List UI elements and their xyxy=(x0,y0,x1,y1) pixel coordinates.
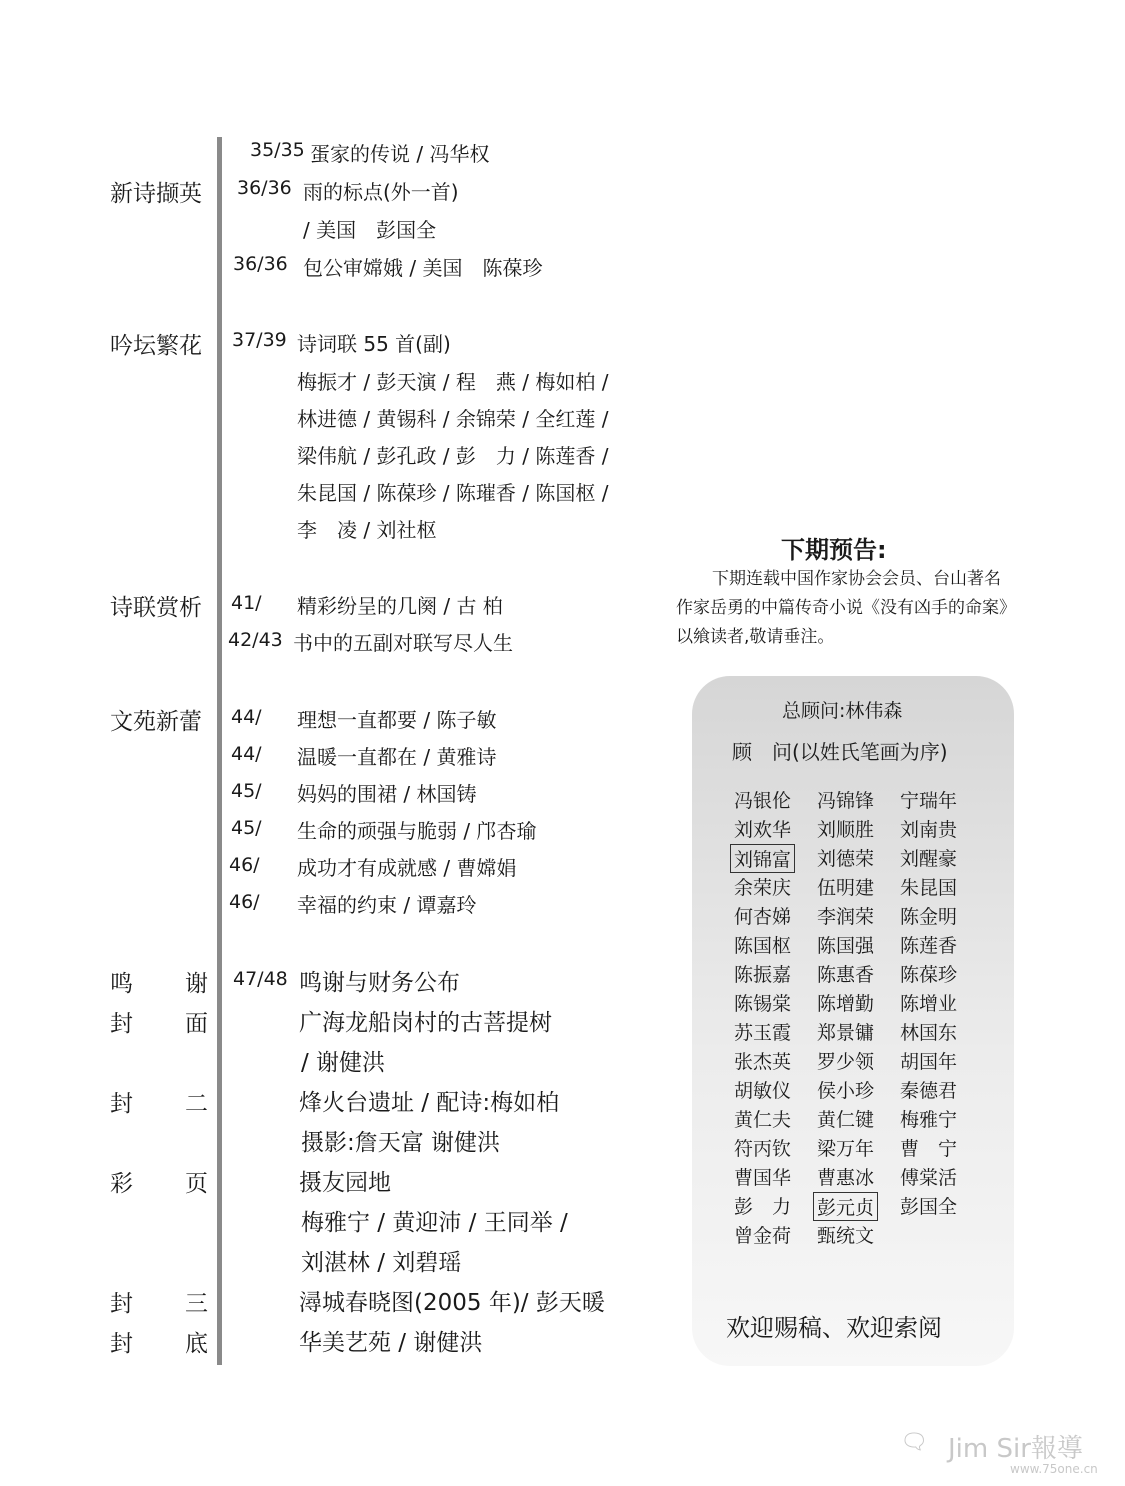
toc-entry-author: / 美国 彭国全 xyxy=(303,218,437,242)
toc-entry-title: 蛋家的传说 / 冯华权 xyxy=(310,142,490,166)
toc-entry-title: 温暖一直都在 / 黄雅诗 xyxy=(297,745,497,769)
advisor-name: 林国东 xyxy=(900,1022,958,1044)
section-char: 二 xyxy=(185,1091,208,1117)
section-char: 面 xyxy=(185,1011,208,1037)
advisor-name: 余荣庆 xyxy=(734,877,792,899)
toc-entry-author: / 谢健洪 xyxy=(301,1050,386,1076)
toc-entry-title: 包公审嫦娥 / 美国 陈葆珍 xyxy=(303,256,543,280)
section-mingxie xyxy=(110,965,208,998)
advisor-name: 秦德君 xyxy=(900,1080,958,1102)
toc-entry-title: 书中的五副对联写尽人生 xyxy=(293,631,513,655)
section-wenyuan: 文苑新蕾 xyxy=(110,709,202,735)
section-yintan: 吟坛繁花 xyxy=(110,333,202,359)
advisor-name: 曹 宁 xyxy=(900,1138,958,1160)
advisor-name: 刘顺胜 xyxy=(817,819,875,841)
toc-author-line: 朱昆国 / 陈葆珍 / 陈璀香 / 陈国枢 / xyxy=(297,481,609,505)
section-char: 彩 xyxy=(110,1171,133,1197)
advisor-name: 刘德荣 xyxy=(817,848,875,870)
section-char: 谢 xyxy=(185,971,208,997)
wechat-icon: 🗨 xyxy=(900,1430,928,1455)
toc-entry-num: 35/35 xyxy=(250,139,305,161)
advisor-name: 侯小珍 xyxy=(817,1080,875,1102)
advisor-name: 傅棠活 xyxy=(900,1167,958,1189)
toc-entry-num: 47/48 xyxy=(233,968,288,990)
advisor-name: 陈葆珍 xyxy=(900,964,958,986)
section-fenger xyxy=(110,1085,208,1118)
advisor-name: 彭国全 xyxy=(900,1196,958,1218)
toc-entry-title: 雨的标点(外一首) xyxy=(303,180,459,204)
advisor-name: 符丙钦 xyxy=(734,1138,792,1160)
advisor-name: 刘欢华 xyxy=(734,819,792,841)
section-char: 底 xyxy=(185,1331,208,1357)
toc-author-line: 李 凌 / 刘社枢 xyxy=(297,518,437,542)
section-char: 页 xyxy=(185,1171,208,1197)
advisor-name: 彭 力 xyxy=(734,1196,792,1218)
advisor-name: 曹国华 xyxy=(734,1167,792,1189)
toc-entry-num: 37/39 xyxy=(232,329,287,351)
advisor-name: 刘南贵 xyxy=(900,819,958,841)
advisor-name: 梁万年 xyxy=(817,1138,875,1160)
advisor-name: 朱昆国 xyxy=(900,877,958,899)
toc-entry-title: 成功才有成就感 / 曹嫦娟 xyxy=(297,856,517,880)
toc-entry-num: 46/ xyxy=(229,891,260,913)
advisor-name: 苏玉霞 xyxy=(734,1022,792,1044)
toc-entry-author: 摄影:詹天富 谢健洪 xyxy=(301,1130,501,1156)
advisor-name: 李润荣 xyxy=(817,906,875,928)
advisor-name: 黄仁键 xyxy=(817,1109,875,1131)
advisor-name: 陈莲香 xyxy=(900,935,958,957)
advisor-name: 彭元贞 xyxy=(813,1192,878,1221)
advisor-name: 陈惠香 xyxy=(817,964,875,986)
advisor-name: 伍明建 xyxy=(817,877,875,899)
section-char: 封 xyxy=(110,1291,133,1317)
section-char: 封 xyxy=(110,1331,133,1357)
toc-entry-num: 44/ xyxy=(231,706,262,728)
toc-entry-title: 摄友园地 xyxy=(299,1170,391,1196)
advisor-name: 何杏娣 xyxy=(734,906,792,928)
section-char: 封 xyxy=(110,1011,133,1037)
toc-entry-title: 理想一直都要 / 陈子敏 xyxy=(297,708,497,732)
advisor-name: 冯锦锋 xyxy=(817,790,875,812)
section-caiye xyxy=(110,1165,208,1198)
welcome-slogan: 欢迎赐稿、欢迎索阅 xyxy=(726,1314,942,1342)
advisors-board xyxy=(692,676,1014,1366)
preview-text: 下期连载中国作家协会会员、台山著名作家岳勇的中篇传奇小说《没有凶手的命案》以飨读者,敬请垂注。 xyxy=(676,569,1016,647)
advisors-heading: 顾 问(以姓氏笔画为序) xyxy=(732,740,948,764)
toc-entry-num: 41/ xyxy=(231,592,262,614)
toc-entry-title: 幸福的约束 / 谭嘉玲 xyxy=(297,893,477,917)
advisor-name: 陈增业 xyxy=(900,993,958,1015)
toc-entry-title: 烽火台遗址 / 配诗:梅如柏 xyxy=(299,1090,560,1116)
toc-entry-title: 潯城春晓图(2005 年)/ 彭天暖 xyxy=(299,1290,605,1316)
advisor-name: 曾金荷 xyxy=(734,1225,792,1247)
toc-entry-num: 36/36 xyxy=(233,253,288,275)
section-fengdi xyxy=(110,1325,208,1358)
toc-entry-title: 精彩纷呈的几阕 / 古 柏 xyxy=(297,594,503,618)
advisor-name: 郑景镛 xyxy=(817,1022,875,1044)
toc-entry-num: 45/ xyxy=(231,817,262,839)
toc-author-line: 刘湛林 / 刘碧瑶 xyxy=(301,1250,462,1276)
toc-author-line: 梅振才 / 彭天演 / 程 燕 / 梅如柏 / xyxy=(297,370,609,394)
section-char: 鸣 xyxy=(110,971,133,997)
advisor-name: 冯银伦 xyxy=(734,790,792,812)
advisor-name: 刘醒豪 xyxy=(900,848,958,870)
preview-title: 下期预告: xyxy=(781,536,887,564)
toc-author-line: 林进德 / 黄锡科 / 余锦荣 / 全红莲 / xyxy=(297,407,609,431)
section-shilian: 诗联赏析 xyxy=(110,595,202,621)
section-new-poetry: 新诗撷英 xyxy=(110,181,202,207)
toc-entry-num: 46/ xyxy=(229,854,260,876)
watermark-account: Jim Sir報導 xyxy=(948,1434,1083,1464)
toc-entry-num: 45/ xyxy=(231,780,262,802)
section-char: 封 xyxy=(110,1091,133,1117)
advisor-name: 胡敏仪 xyxy=(734,1080,792,1102)
advisor-name: 陈增勤 xyxy=(817,993,875,1015)
advisor-name: 陈国强 xyxy=(817,935,875,957)
section-char: 三 xyxy=(185,1291,208,1317)
toc-entry-title: 华美艺苑 / 谢健洪 xyxy=(299,1330,483,1356)
toc-entry-title: 诗词联 55 首(副) xyxy=(297,332,451,356)
advisor-name: 罗少领 xyxy=(817,1051,875,1073)
toc-entry-num: 36/36 xyxy=(237,177,292,199)
section-fengsan xyxy=(110,1285,208,1318)
advisor-name: 梅雅宁 xyxy=(900,1109,958,1131)
advisor-name: 宁瑞年 xyxy=(900,790,958,812)
toc-author-line: 梁伟航 / 彭孔政 / 彭 力 / 陈莲香 / xyxy=(297,444,609,468)
toc-entry-title: 鸣谢与财务公布 xyxy=(299,970,460,996)
advisor-name: 陈国枢 xyxy=(734,935,792,957)
advisor-name: 胡国年 xyxy=(900,1051,958,1073)
watermark-site: www.75one.cn xyxy=(1010,1462,1098,1476)
advisor-name: 刘锦富 xyxy=(730,844,795,873)
advisor-name: 陈金明 xyxy=(900,906,958,928)
toc-entry-num: 44/ xyxy=(231,743,262,765)
chief-advisor: 总顾问:林伟森 xyxy=(782,700,903,722)
advisor-name: 张杰英 xyxy=(734,1051,792,1073)
section-fengmian xyxy=(110,1005,208,1038)
toc-entry-title: 妈妈的围裙 / 林国铸 xyxy=(297,782,477,806)
toc-entry-title: 生命的顽强与脆弱 / 邝杏瑜 xyxy=(297,819,537,843)
toc-entry-num: 42/43 xyxy=(228,629,283,651)
advisor-name: 陈振嘉 xyxy=(734,964,792,986)
advisor-name: 曹惠冰 xyxy=(817,1167,875,1189)
toc-author-line: 梅雅宁 / 黄迎沛 / 王同举 / xyxy=(301,1210,568,1236)
toc-entry-title: 广海龙船岗村的古菩提树 xyxy=(299,1010,552,1036)
advisor-name: 甄统文 xyxy=(817,1225,875,1247)
toc-divider-line xyxy=(217,137,222,1365)
advisor-name: 陈锡棠 xyxy=(734,993,792,1015)
advisor-name: 黄仁夫 xyxy=(734,1109,792,1131)
